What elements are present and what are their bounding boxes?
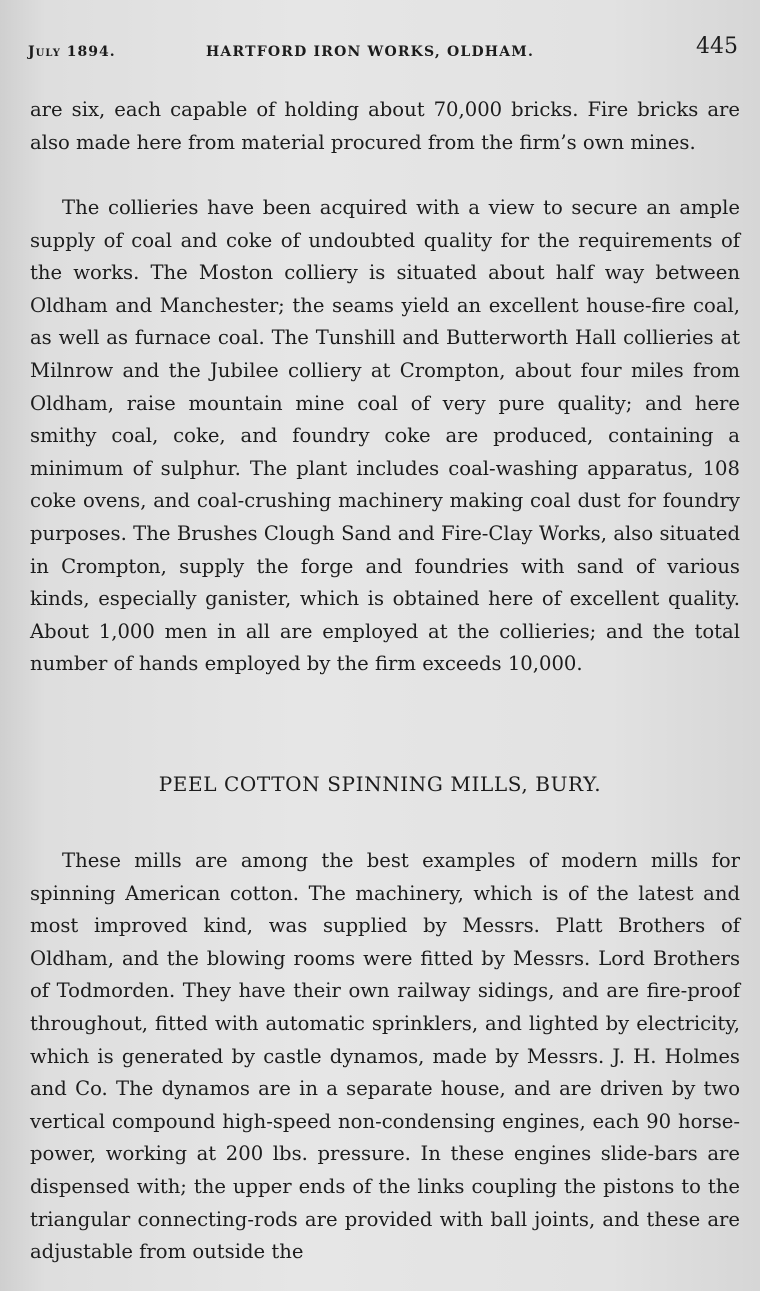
- page-number: 445: [696, 34, 738, 59]
- running-head: [28, 34, 738, 66]
- header-date: July 1894.: [28, 44, 116, 60]
- header-title: HARTFORD IRON WORKS, OLDHAM.: [206, 44, 535, 60]
- paragraph-fire-bricks: are six, each capable of holding about 70,000 bricks. Fire bricks are also made here from material procured from the firm’s own mines.: [30, 98, 740, 154]
- paragraph-collieries: The collieries have been acquired with a view to secure an ample supply of coal and coke of undoubted quality for the requirements of the works. The Moston colliery is situated about half way between Oldham and Manchester; the seams yield an excellent house-fire coal, as well as furnace coal. The Tunshill and Butterworth Hall collieries at Milnrow and the Jubilee colliery at Crompton, about four miles from Oldham, raise mountain mine coal of very pure quality; and here smithy coal, coke, and foundry coke are produced, containing a minimum of sulphur. The plant includes coal-washing apparatus, 108 coke ovens, and coal-crushing machinery making coal dust for foundry purposes. The Brushes Clough Sand and Fire-Clay Works, also situated in Crompton, supply the forge and foundries with sand of various kinds, especially ganister, which is obtained here of excellent quality. About 1,000 men in all are employed at the collieries; and the total number of hands employed by the firm exceeds 10,000.: [30, 196, 740, 676]
- section-heading: PEEL COTTON SPINNING MILLS, BURY.: [158, 772, 602, 796]
- paragraph-peel-mills: These mills are among the best examples of modern mills for spinning American cotton. The machinery, which is of the latest and most improved kind, was supplied by Messrs. Platt Brothers of Oldham, and the blowing rooms were fitted by Messrs. Lord Brothers of Todmorden. They have their own railway sidings, and are fire-proof throughout, fitted with automatic sprinklers, and lighted by electricity, which is generated by castle dynamos, made by Messrs. J. H. Holmes and Co. The dynamos are in a separate house, and are driven by two vertical compound high-speed non-condensing engines, each 90 horse-power, working at 200 lbs. pressure. In these engines slide-bars are dispensed with; the upper ends of the links coupling the pistons to the triangular connecting-rods are provided with ball joints, and these are adjustable from outside the: [30, 849, 740, 1264]
